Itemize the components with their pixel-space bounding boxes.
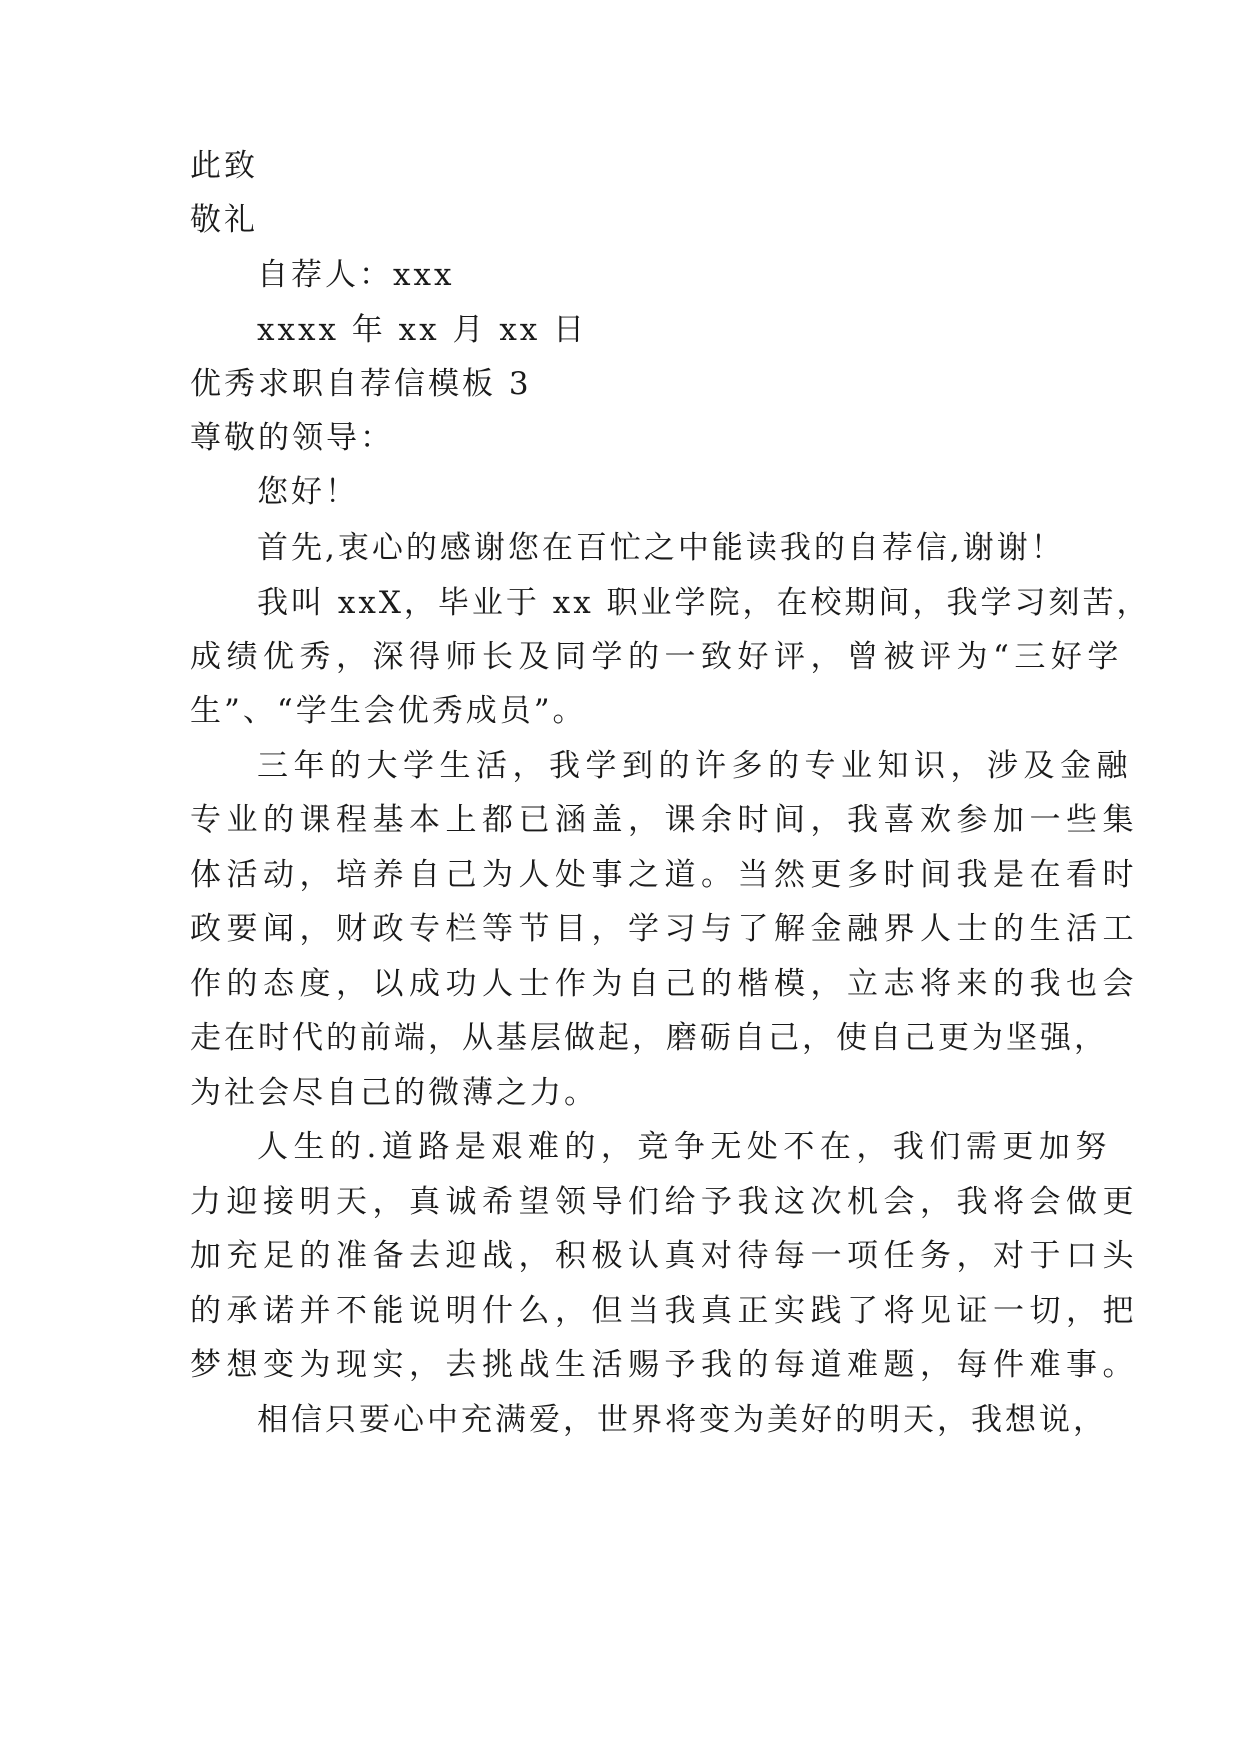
date-line: xxxx 年 xx 月 xx 日 [257, 312, 588, 348]
paragraph-3-line-7: 为社会尽自己的微薄之力。 [190, 1075, 598, 1111]
signer-line: 自荐人：xxx [257, 257, 455, 293]
paragraph-4-line-3: 加充足的准备去迎战，积极认真对待每一项任务，对于口头 [190, 1238, 1139, 1274]
greeting: 您好！ [257, 474, 359, 510]
section-title: 优秀求职自荐信模板 3 [190, 366, 532, 402]
closing-line-1: 此致 [190, 148, 258, 184]
paragraph-2-line-1: 我叫 xxX，毕业于 xx 职业学院，在校期间，我学习刻苦， [257, 585, 1151, 621]
paragraph-3-line-6: 走在时代的前端，从基层做起，磨砺自己，使自己更为坚强， [190, 1020, 1108, 1056]
paragraph-3-line-5: 作的态度，以成功人士作为自己的楷模，立志将来的我也会 [190, 966, 1139, 1002]
salutation: 尊敬的领导： [190, 420, 394, 456]
paragraph-2-line-2: 成绩优秀，深得师长及同学的一致好评，曾被评为“三好学 [190, 639, 1124, 675]
paragraph-4-line-2: 力迎接明天，真诚希望领导们给予我这次机会，我将会做更 [190, 1184, 1139, 1220]
paragraph-1-line-1: 首先,衷心的感谢您在百忙之中能读我的自荐信,谢谢！ [257, 530, 1065, 566]
paragraph-5-line-1: 相信只要心中充满爱，世界将变为美好的明天，我想说， [257, 1402, 1107, 1438]
paragraph-4-line-1: 人生的.道路是艰难的，竞争无处不在，我们需更加努 [257, 1129, 1112, 1165]
paragraph-3-line-2: 专业的课程基本上都已涵盖，课余时间，我喜欢参加一些集 [190, 802, 1139, 838]
paragraph-3-line-3: 体活动，培养自己为人处事之道。当然更多时间我是在看时 [190, 857, 1139, 893]
paragraph-2-line-3: 生”、“学生会优秀成员”。 [190, 693, 587, 729]
paragraph-4-line-5: 梦想变为现实，去挑战生活赐予我的每道难题，每件难事。 [190, 1347, 1139, 1383]
paragraph-3-line-1: 三年的大学生活，我学到的许多的专业知识，涉及金融 [257, 748, 1133, 784]
paragraph-3-line-4: 政要闻，财政专栏等节目，学习与了解金融界人士的生活工 [190, 911, 1139, 947]
closing-line-2: 敬礼 [190, 202, 258, 238]
paragraph-4-line-4: 的承诺并不能说明什么，但当我真正实践了将见证一切，把 [190, 1293, 1139, 1329]
